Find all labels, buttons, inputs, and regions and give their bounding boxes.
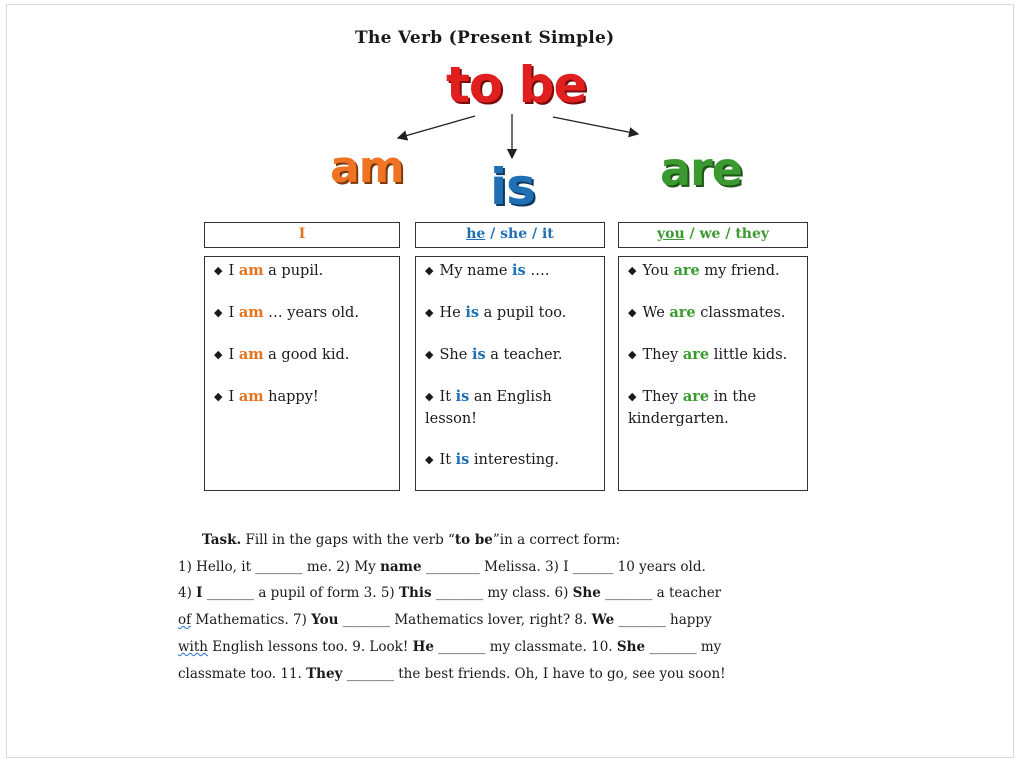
example-text: my friend. xyxy=(699,263,780,279)
example-text: classmates. xyxy=(695,305,786,321)
diamond-bullet-icon: ◆ xyxy=(425,390,434,403)
task-text: ”in a correct form: xyxy=(492,532,621,548)
example-item xyxy=(628,345,799,367)
task-line xyxy=(178,634,828,661)
am-examples-box xyxy=(204,256,400,491)
task-exercise xyxy=(178,527,828,687)
task-text: Fill in the gaps with the verb “ xyxy=(241,532,455,548)
verb-is: is xyxy=(455,450,470,468)
pronoun-i: I xyxy=(298,226,306,242)
header-you-we-they xyxy=(618,222,808,248)
diamond-bullet-icon: ◆ xyxy=(214,390,223,403)
example-item xyxy=(628,387,799,429)
is-examples-box xyxy=(415,256,605,491)
task-subject: He xyxy=(412,638,434,655)
example-item xyxy=(214,261,391,283)
task-intro xyxy=(178,527,828,554)
task-text: English lessons too. 9. Look! xyxy=(208,638,413,655)
task-verb: to be xyxy=(454,532,493,548)
example-item xyxy=(425,345,596,367)
example-item xyxy=(214,303,391,325)
are-examples-box xyxy=(618,256,808,491)
diamond-bullet-icon: ◆ xyxy=(425,306,434,319)
verb-are: are xyxy=(682,388,710,405)
verb-am: am xyxy=(238,304,264,321)
example-text: He xyxy=(439,305,466,321)
task-text: 4) xyxy=(178,585,197,602)
verb-am: am xyxy=(238,388,264,405)
example-text: …. xyxy=(525,263,550,279)
task-text: _______ the best friends. Oh, I have to go, see you soon! xyxy=(342,665,726,682)
task-subject: We xyxy=(591,612,615,629)
arrow-to-are xyxy=(553,117,638,134)
example-text: She xyxy=(439,347,472,363)
gap-blank: _______ xyxy=(255,558,303,575)
example-text: I xyxy=(228,305,239,321)
verb-are: are xyxy=(669,304,696,321)
task-subject: They xyxy=(306,665,343,682)
header-he-she-it xyxy=(415,222,605,248)
task-text: _______ my class. 6) xyxy=(431,585,573,602)
diamond-bullet-icon: ◆ xyxy=(628,390,637,403)
verb-is: is xyxy=(455,388,470,405)
example-text: … years old. xyxy=(263,305,359,321)
pronoun-you: you xyxy=(656,226,685,242)
example-item xyxy=(214,345,391,367)
task-text: ________ Melissa. 3) I ______ 10 years old. xyxy=(421,558,706,575)
diamond-bullet-icon: ◆ xyxy=(214,306,223,319)
task-text: _______ a teacher xyxy=(600,585,722,602)
example-text: It xyxy=(439,389,456,405)
example-item xyxy=(425,450,596,472)
example-text: I xyxy=(228,347,239,363)
task-line xyxy=(178,607,828,634)
diamond-bullet-icon: ◆ xyxy=(214,348,223,361)
task-text: 1) Hello, it xyxy=(178,558,256,575)
diamond-bullet-icon: ◆ xyxy=(628,306,637,319)
task-text: _______ a pupil of form 3. 5) xyxy=(202,585,399,602)
task-subject: name xyxy=(380,558,422,575)
example-text: My name xyxy=(439,263,513,279)
verb-are: are xyxy=(673,262,700,279)
example-text: an English lesson! xyxy=(425,389,552,427)
am-heading: am xyxy=(330,142,404,193)
task-subject: She xyxy=(572,585,601,602)
task-subject: You xyxy=(311,612,339,629)
task-text: Mathematics. 7) xyxy=(191,612,312,629)
verb-am: am xyxy=(238,346,264,363)
diamond-bullet-icon: ◆ xyxy=(628,348,637,361)
task-text: of xyxy=(178,612,192,629)
example-item xyxy=(628,261,799,283)
to-be-heading: to be xyxy=(446,56,587,114)
example-text: You xyxy=(642,263,674,279)
example-text: a good kid. xyxy=(263,347,350,363)
verb-is: is xyxy=(471,346,486,363)
verb-is: is xyxy=(512,262,526,279)
task-text: _______ Mathematics lover, right? 8. xyxy=(338,612,592,629)
task-text: _______ my classmate. 10. xyxy=(433,638,617,655)
verb-is: is xyxy=(465,304,479,321)
diamond-bullet-icon: ◆ xyxy=(425,348,434,361)
example-item xyxy=(425,387,596,429)
example-text: little kids. xyxy=(709,347,788,363)
example-text: They xyxy=(642,347,683,363)
task-subject: She xyxy=(616,638,646,655)
diamond-bullet-icon: ◆ xyxy=(425,452,434,466)
example-text: They xyxy=(642,389,683,405)
task-line xyxy=(178,580,828,607)
are-heading: are xyxy=(660,142,742,196)
diamond-bullet-icon: ◆ xyxy=(425,264,434,277)
example-text: in the kindergarten. xyxy=(628,389,757,427)
task-text: _______ my xyxy=(645,638,722,655)
task-line xyxy=(178,661,828,688)
task-text: _______ happy xyxy=(614,612,712,629)
diamond-bullet-icon: ◆ xyxy=(628,264,637,277)
task-line xyxy=(178,554,828,581)
example-text: happy! xyxy=(263,389,319,405)
verb-are: are xyxy=(682,346,710,363)
example-text: a pupil. xyxy=(263,263,324,279)
header-i xyxy=(204,222,400,248)
example-text: We xyxy=(642,305,670,321)
diamond-bullet-icon: ◆ xyxy=(214,264,223,277)
example-item xyxy=(425,303,596,325)
task-text: me. 2) My xyxy=(302,558,381,575)
example-item xyxy=(628,303,799,325)
task-text: classmate too. 11. xyxy=(178,665,307,682)
example-text: interesting. xyxy=(469,451,559,468)
page-title: The Verb (Present Simple) xyxy=(355,28,615,48)
pronoun-he: he xyxy=(466,226,486,242)
is-heading: is xyxy=(490,158,535,216)
example-text: I xyxy=(228,263,239,279)
task-text: with xyxy=(178,638,208,655)
pronoun-she-it: / she / it xyxy=(485,226,554,242)
pronoun-we-they: / we / they xyxy=(684,226,770,242)
arrow-to-am xyxy=(398,116,475,138)
task-subject: This xyxy=(398,585,432,602)
example-text: I xyxy=(228,389,239,405)
task-subject: I xyxy=(196,585,203,602)
example-item xyxy=(425,261,596,283)
example-text: a teacher. xyxy=(485,347,563,363)
example-text: It xyxy=(439,451,456,468)
example-text: a pupil too. xyxy=(478,305,567,321)
verb-am: am xyxy=(238,262,264,279)
example-item xyxy=(214,387,391,409)
task-label: Task. xyxy=(202,532,242,548)
